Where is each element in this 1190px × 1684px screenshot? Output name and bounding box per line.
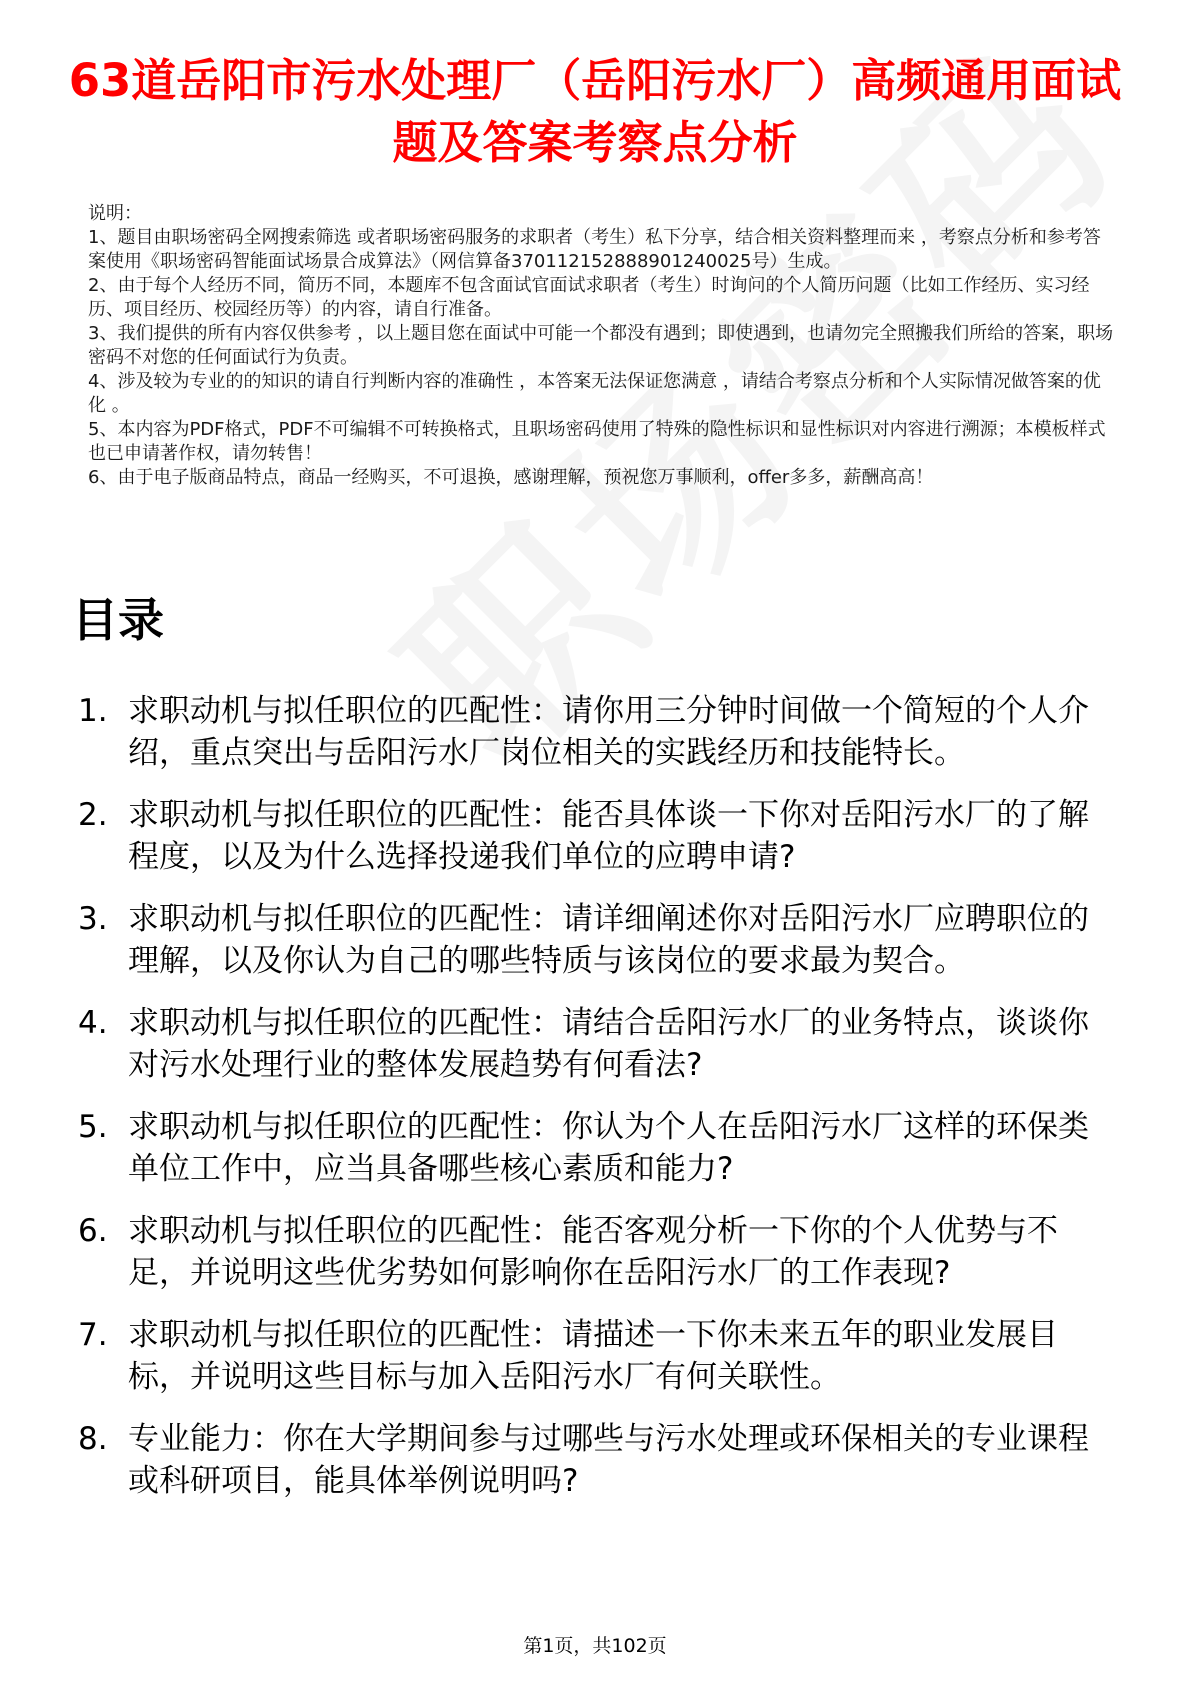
toc-item-number: 2. [78,797,108,833]
toc-item-text: 求职动机与拟任职位的匹配性：能否具体谈一下你对岳阳污水厂的了解程度，以及为什么选择投递我们单位的应聘申请? [128,797,1089,875]
note-item: 6、由于电子版商品特点，商品一经购买，不可退换，感谢理解，预祝您万事顺利，offer多多，薪酬高高！ [88,467,934,488]
toc-item-text: 求职动机与拟任职位的匹配性：你认为个人在岳阳污水厂这样的环保类单位工作中，应当具备哪些核心素质和能力? [128,1109,1089,1187]
toc-item-number: 6. [78,1213,108,1249]
notes-section [88,202,1118,490]
toc-item-number: 1. [78,693,108,729]
toc-item-number: 7. [78,1317,108,1353]
toc-item[interactable] [72,1418,1112,1502]
toc-item-text: 求职动机与拟任职位的匹配性：请结合岳阳污水厂的业务特点，谈谈你对污水处理行业的整体发展趋势有何看法? [128,1005,1089,1083]
toc-item-number: 8. [78,1421,108,1457]
note-item: 1、题目由职场密码全网搜索筛选 或者职场密码服务的求职者（考生）私下分享，结合相关资料整理而来 ，考察点分析和参考答案使用《职场密码智能面试场景合成算法》（网信算备370112152888901240025号）生成。 [88,227,1101,272]
document-title: 63道岳阳市污水处理厂（岳阳污水厂）高频通用面试题及答案考察点分析 [68,54,1122,169]
note-item: 3、我们提供的所有内容仅供参考 ，以上题目您在面试中可能一个都没有遇到；即使遇到，也请勿完全照搬我们所给的答案，职场密码不对您的任何面试行为负责。 [88,323,1114,368]
toc-item-number: 5. [78,1109,108,1145]
table-of-contents [72,690,1112,1522]
notes-heading: 说明： [88,203,142,224]
toc-item-text: 求职动机与拟任职位的匹配性：请详细阐述你对岳阳污水厂应聘职位的理解，以及你认为自己的哪些特质与该岗位的要求最为契合。 [128,901,1089,979]
page-footer: 第1页，共102页 [523,1635,667,1657]
toc-item-text: 专业能力：你在大学期间参与过哪些与污水处理或环保相关的专业课程或科研项目，能具体举例说明吗? [128,1421,1089,1499]
note-item: 4、涉及较为专业的的知识的请自行判断内容的准确性 ，本答案无法保证您满意 ，请结合考察点分析和个人实际情况做答案的优化 。 [88,371,1101,416]
toc-item[interactable] [72,1106,1112,1190]
toc-item-text: 求职动机与拟任职位的匹配性：请描述一下你未来五年的职业发展目标，并说明这些目标与加入岳阳污水厂有何关联性。 [128,1317,1058,1395]
toc-item[interactable] [72,898,1112,982]
toc-item[interactable] [72,794,1112,878]
toc-item-text: 求职动机与拟任职位的匹配性：请你用三分钟时间做一个简短的个人介绍，重点突出与岳阳污水厂岗位相关的实践经历和技能特长。 [128,693,1089,771]
toc-item[interactable] [72,1314,1112,1398]
note-item: 5、本内容为PDF格式，PDF不可编辑不可转换格式，且职场密码使用了特殊的隐性标识和显性标识对内容进行溯源；本模板样式也已申请著作权，请勿转售！ [88,419,1106,464]
toc-heading: 目录 [72,593,164,647]
toc-item-text: 求职动机与拟任职位的匹配性：能否客观分析一下你的个人优势与不足，并说明这些优劣势如何影响你在岳阳污水厂的工作表现? [128,1213,1058,1291]
toc-item-number: 3. [78,901,108,937]
toc-item[interactable] [72,1210,1112,1294]
toc-item[interactable] [72,1002,1112,1086]
toc-item-number: 4. [78,1005,108,1041]
toc-item[interactable] [72,690,1112,774]
note-item: 2、由于每个人经历不同，简历不同，本题库不包含面试官面试求职者（考生）时询问的个人简历问题（比如工作经历、实习经历、项目经历、校园经历等）的内容，请自行准备。 [88,275,1090,320]
